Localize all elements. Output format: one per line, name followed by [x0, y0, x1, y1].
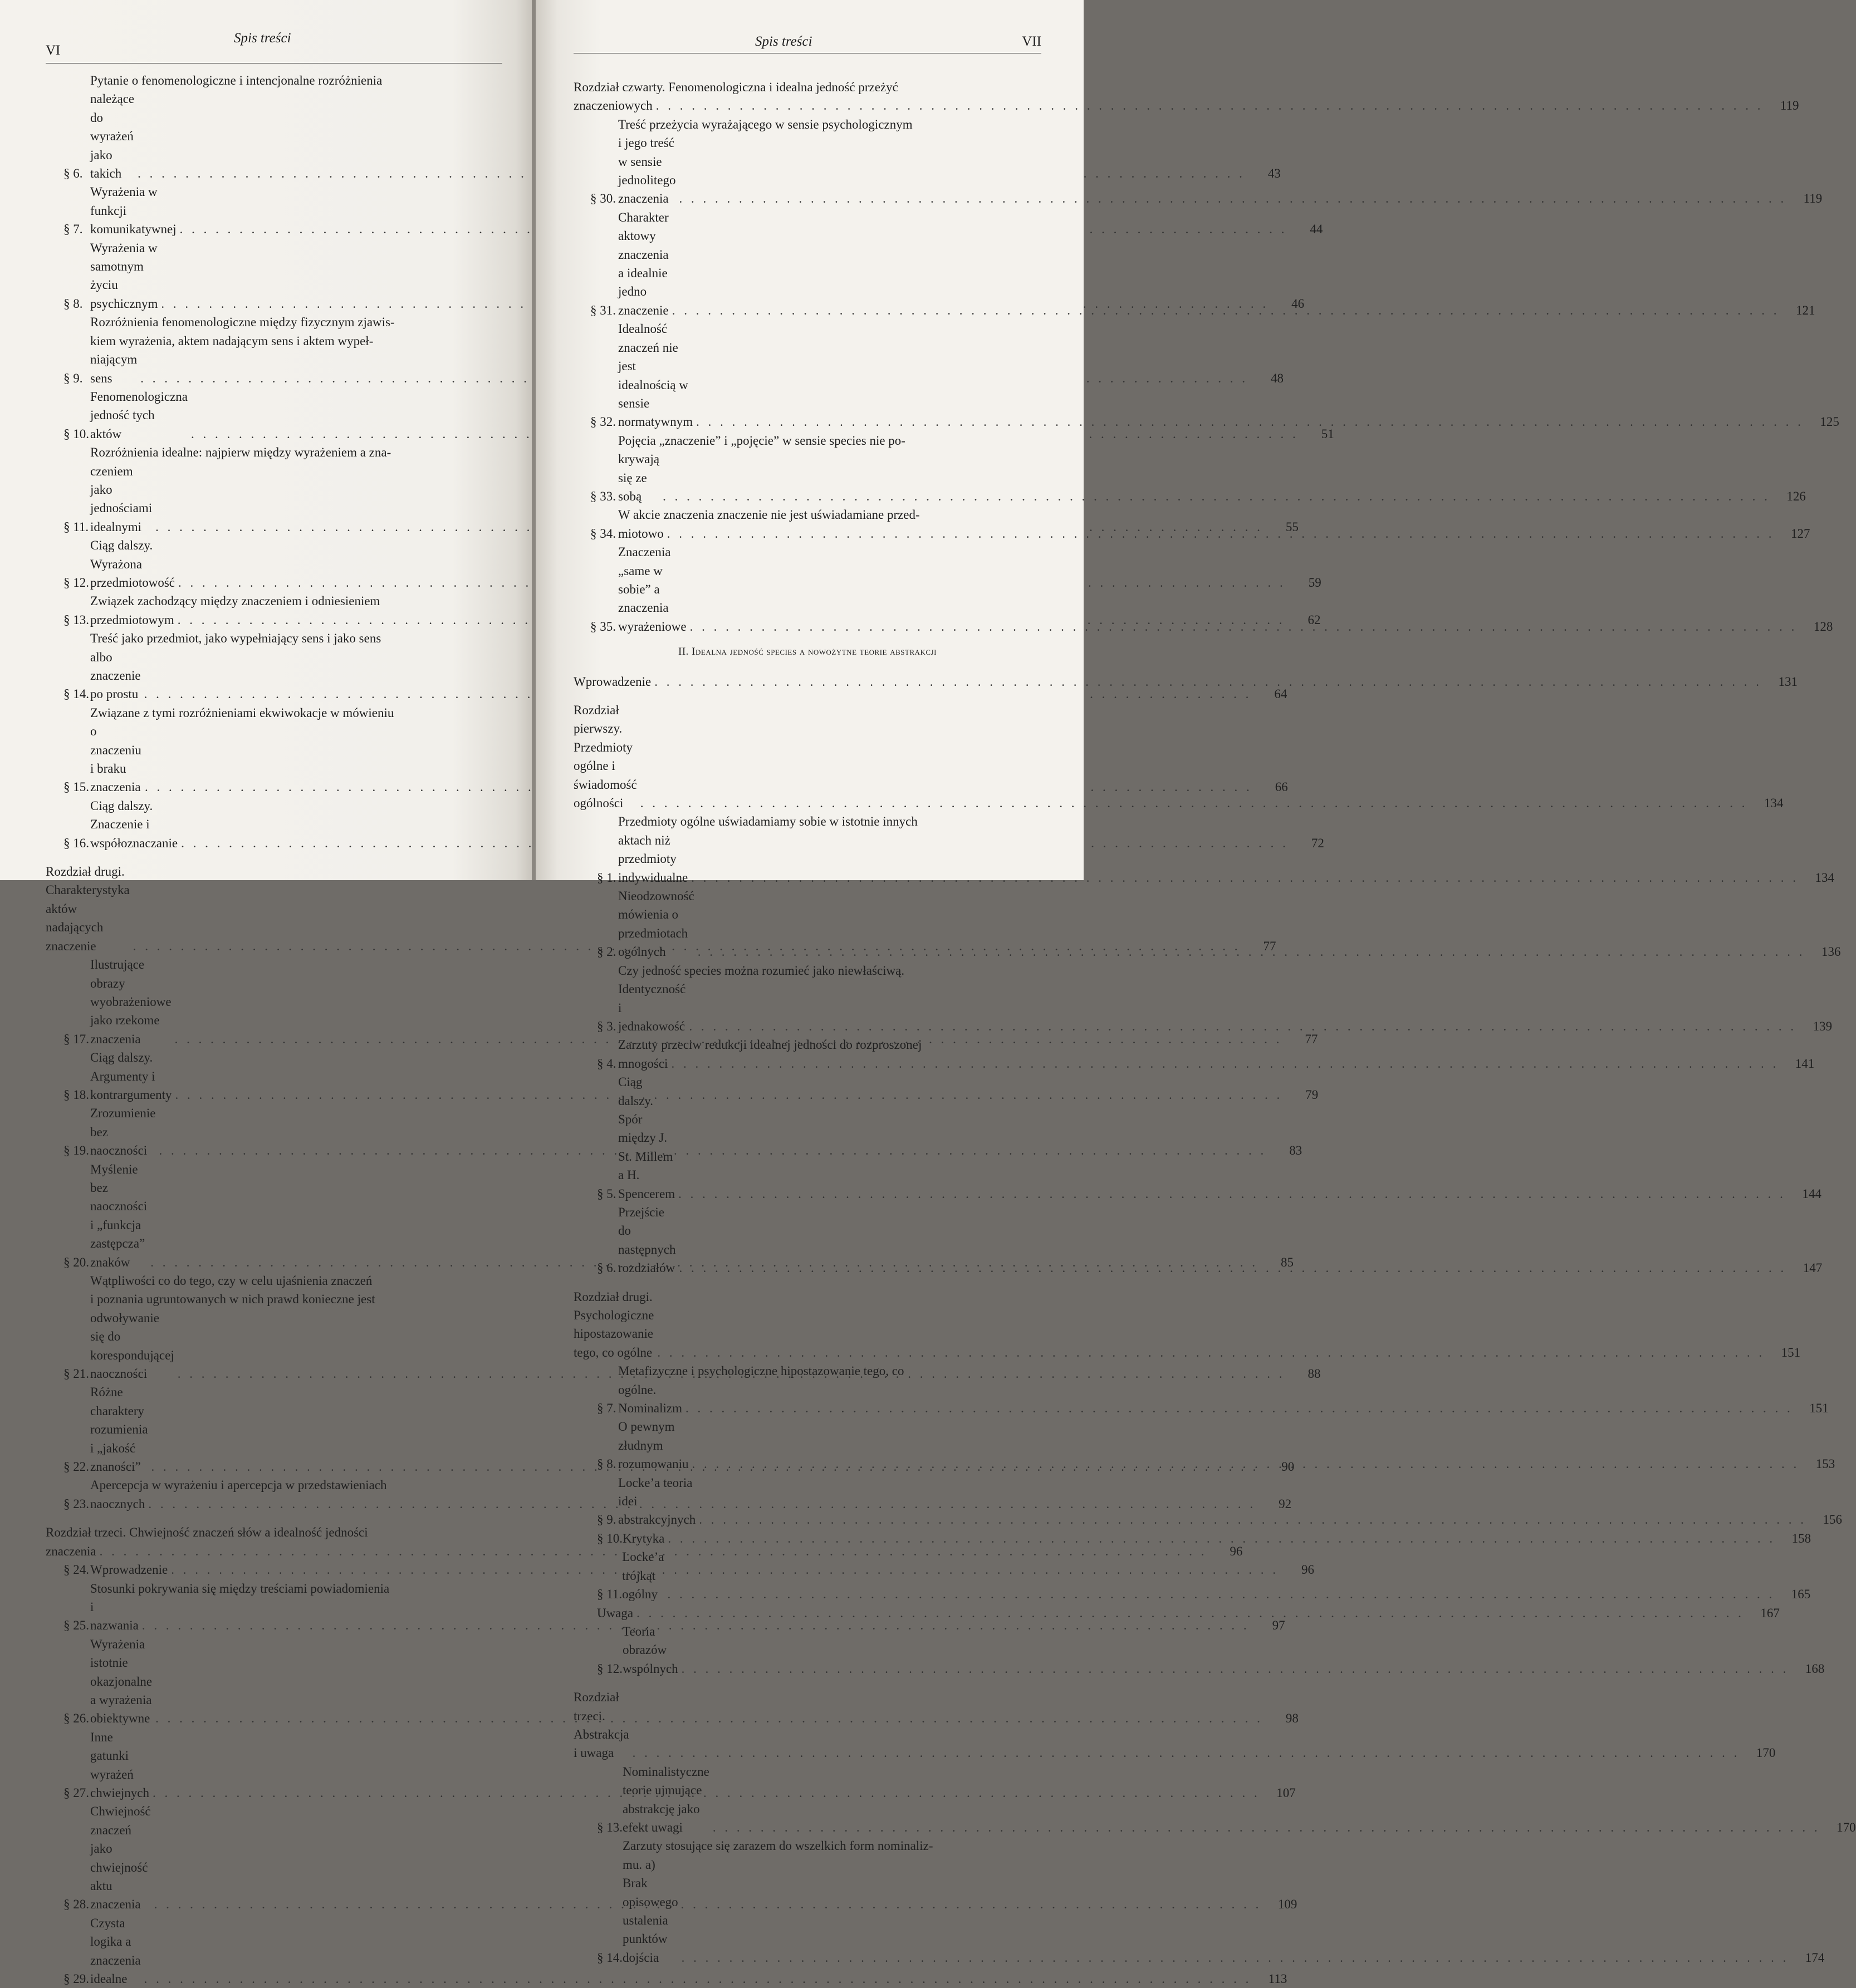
- entry-title: [618, 208, 1782, 320]
- entry-text-line: Fenomenologiczna jedność tych aktów: [90, 389, 188, 441]
- toc-section-entry[interactable]: [46, 1104, 1302, 1160]
- entry-text-line: Wprowadzenie: [574, 674, 652, 689]
- leader-dots: [671, 1054, 1779, 1073]
- section-number: § 9.: [63, 371, 83, 385]
- entry-text-line: ogólne. Nominalizm: [618, 1382, 682, 1416]
- page-reference: 43: [1267, 166, 1281, 181]
- page-reference: 144: [1802, 1186, 1821, 1201]
- entry-text-line: i nazwania: [90, 1599, 139, 1633]
- page-reference: 127: [1791, 526, 1810, 541]
- leader-dots: [699, 1510, 1806, 1529]
- section-number: § 35.: [590, 619, 616, 634]
- page-reference: 98: [1285, 1711, 1299, 1726]
- leader-dots: [698, 943, 1805, 961]
- section-number: § 32.: [590, 415, 616, 429]
- page-reference: 151: [1809, 1401, 1829, 1416]
- entry-text-line: Wprowadzenie: [90, 1563, 168, 1577]
- entry-text-line: Czysta logika a znaczenia idealne: [90, 1916, 141, 1986]
- entry-text-line: i jego treść w sensie jednolitego znaczenia: [618, 136, 676, 206]
- entry-text-line: czeniem jako jednościami idealnymi: [90, 464, 153, 534]
- leader-dots: [713, 1818, 1820, 1837]
- entry-text-line: Rozdział drugi. Psychologiczne hipostazowanie tego, co ogólne: [574, 1289, 654, 1359]
- toc-section-entry[interactable]: [574, 961, 1833, 1036]
- section-gap: [46, 1513, 502, 1523]
- section-number: § 5.: [597, 1186, 616, 1201]
- entry-text-line: Ciąg dalszy. Wyrażona przedmiotowość: [90, 538, 175, 590]
- page-reference: 121: [1795, 303, 1815, 317]
- leader-dots: [640, 794, 1748, 812]
- entry-text-line: Rozdział pierwszy. Przedmioty ogólne i świadomość ogólności: [574, 703, 637, 811]
- entry-text-line: Stosunki pokrywania się między treściami powiadomienia: [90, 1581, 390, 1596]
- right-page-number: VII: [1022, 34, 1041, 49]
- entry-text-line: Ciąg dalszy. Znaczenie i współoznaczanie: [90, 798, 178, 850]
- entry-title: [618, 1203, 1790, 1278]
- entry-text-line: Czy jedność species można rozumieć jako niewłaściwą.: [618, 963, 905, 978]
- entry-title: [622, 1548, 1778, 1603]
- entry-text-line: o znaczeniu i braku znaczenia: [90, 724, 141, 794]
- page-reference: 64: [1274, 687, 1287, 701]
- entry-text-line: należące do wyrażeń jako takich: [90, 92, 135, 181]
- leader-dots: [668, 1529, 1775, 1548]
- entry-text-line: Ciąg dalszy. Spór między J. St. Millem a H. Spencerem: [618, 1075, 675, 1201]
- entry-text-line: O pewnym złudnym rozumowaniu: [618, 1420, 689, 1471]
- entry-text-line: kiem wyrażenia, aktem nadającym sens i aktem wypeł-: [90, 333, 374, 348]
- entry-text-line: i poznania ugruntowanych w nich prawd konieczne jest: [90, 1292, 375, 1307]
- entry-text-line: mu. a) Brak opisowego ustalenia punktów dojścia: [623, 1857, 678, 1965]
- entry-text-line: Idealność znaczeń nie jest idealnością w sensie normatywnym: [618, 322, 693, 429]
- toc-chapter-entry[interactable]: [574, 673, 1798, 691]
- entry-text-line: Zarzuty stosujące się zarazem do wszelkich form nominaliz-: [623, 1839, 933, 1853]
- entry-text-line: miotowo: [618, 526, 664, 541]
- page-reference: 85: [1280, 1255, 1294, 1269]
- entry-text-line: Rozróżnienia fenomenologiczne między fizycznym zjawis-: [90, 315, 395, 330]
- page-reference: 170: [1837, 1820, 1856, 1834]
- page-reference: 79: [1305, 1087, 1319, 1102]
- section-number: § 25.: [63, 1618, 89, 1633]
- page-reference: 158: [1791, 1531, 1811, 1545]
- page-reference: 96: [1230, 1544, 1243, 1558]
- entry-text-line: Związane z tymi rozróżnieniami ekwiwokacje w mówieniu: [90, 705, 394, 720]
- section-number: § 33.: [590, 489, 616, 503]
- leader-dots: [679, 1259, 1786, 1277]
- page-reference: 90: [1281, 1460, 1295, 1474]
- entry-text-line: Wyrażenia w funkcji komunikatywnej: [90, 185, 177, 237]
- entry-title: [618, 115, 1790, 208]
- section-number: § 10.: [63, 426, 89, 441]
- entry-text-line: Krytyka: [623, 1531, 665, 1545]
- part-heading: II. Idealna jedność species a nowożytne teorie abstrakcji: [678, 646, 937, 658]
- page-reference: 62: [1307, 612, 1321, 627]
- entry-title: [618, 1073, 1789, 1203]
- entry-text-line: niającym sens: [90, 352, 138, 385]
- section-number: § 30.: [590, 192, 616, 206]
- section-number: § 1.: [597, 870, 616, 885]
- page-reference: 88: [1307, 1367, 1321, 1381]
- section-number: § 11.: [597, 1587, 623, 1602]
- section-number: § 8.: [63, 296, 83, 311]
- page-reference: 174: [1805, 1950, 1825, 1965]
- entry-text-line: aktach niż przedmioty indywidualne: [618, 833, 688, 885]
- entry-text-line: Rozdział drugi. Charakterystyka aktów nadających znaczenie: [46, 865, 130, 953]
- page-reference: 168: [1805, 1661, 1825, 1676]
- section-number: § 8.: [597, 1457, 616, 1471]
- book-gutter: [532, 0, 536, 880]
- entry-title: [574, 1688, 1743, 1763]
- entry-text-line: Wyrażenia w samotnym życiu psychicznym: [90, 240, 158, 311]
- entry-title: [618, 1417, 1803, 1473]
- entry-text-line: Wyrażenia istotnie okazjonalne a wyrażenia obiektywne: [90, 1637, 153, 1726]
- leader-dots: [685, 1399, 1793, 1417]
- page-reference: 44: [1310, 222, 1323, 237]
- section-number: § 6.: [597, 1261, 616, 1275]
- leader-dots: [690, 617, 1798, 636]
- page-reference: 109: [1277, 1897, 1297, 1912]
- leader-dots: [678, 1185, 1786, 1203]
- page-reference: 107: [1276, 1785, 1296, 1800]
- entry-title: [574, 673, 1765, 691]
- section-number: § 6.: [63, 166, 83, 181]
- entry-title: [574, 701, 1751, 812]
- entry-text-line: znaczenia: [46, 1544, 96, 1558]
- entry-text-line: Metafizyczne i psychologiczne hipostazowanie tego, co: [618, 1364, 904, 1378]
- left-page-header: [46, 31, 502, 64]
- leader-dots: [682, 1948, 1789, 1967]
- page-reference: 147: [1803, 1261, 1823, 1275]
- page-reference: 92: [1279, 1496, 1292, 1511]
- entry-title: [618, 1362, 1796, 1417]
- section-number: § 11.: [63, 519, 89, 534]
- section-number: § 23.: [63, 1496, 89, 1511]
- page-reference: 119: [1803, 192, 1823, 206]
- section-number: § 29.: [63, 1972, 89, 1986]
- entry-text-line: Ciąg dalszy. Argumenty i kontrargumenty: [90, 1051, 172, 1102]
- entry-title: [574, 78, 1767, 115]
- entry-title: [574, 1604, 1747, 1622]
- entry-text-line: przedmiotowym: [90, 612, 174, 627]
- section-number: § 17.: [63, 1032, 89, 1046]
- section-number: § 14.: [63, 687, 89, 701]
- entry-title: [618, 887, 1808, 961]
- entry-text-line: Rozdział czwarty. Fenomenologiczna i idealna jedność przeżyć: [574, 80, 898, 94]
- section-number: § 18.: [63, 1087, 89, 1102]
- page-reference: 46: [1291, 296, 1305, 311]
- entry-title: [618, 1474, 1810, 1529]
- section-number: § 20.: [63, 1255, 89, 1269]
- section-number: § 12.: [63, 575, 89, 590]
- right-page-header: [574, 31, 1041, 64]
- entry-text-line: albo znaczenie po prostu: [90, 650, 141, 701]
- entry-text-line: Chwiejność znaczeń jako chwiejność aktu znaczenia: [90, 1804, 151, 1912]
- entry-title: [618, 961, 1800, 1036]
- page-reference: 72: [1311, 836, 1324, 850]
- page-reference: 165: [1791, 1587, 1811, 1602]
- leader-dots: [633, 1744, 1740, 1762]
- leader-dots: [672, 301, 1780, 320]
- entry-text-line: Rozdział trzeci. Chwiejność znaczeń słów a idealność jedności: [46, 1525, 368, 1540]
- leader-dots: [692, 1455, 1799, 1473]
- leader-dots: [657, 1343, 1765, 1362]
- leader-dots: [656, 96, 1764, 115]
- entry-text-line: Myślenie bez naoczności i „funkcja zastępcza” znaków: [90, 1162, 148, 1269]
- page-reference: 48: [1271, 371, 1284, 385]
- page-reference: 156: [1823, 1513, 1842, 1527]
- section-gap: [574, 1678, 1041, 1688]
- entry-text-line: Locke’a teoria idei abstrakcyjnych: [618, 1475, 696, 1527]
- entry-text-line: Charakter aktowy znaczenia a idealnie jedno znaczenie: [618, 210, 669, 317]
- entry-text-line: Treść przeżycia wyrażającego w sensie psychologicznym: [618, 117, 913, 131]
- section-number: § 14.: [597, 1950, 623, 1965]
- toc-section-entry[interactable]: [46, 1560, 1314, 1579]
- page-reference: 113: [1268, 1972, 1287, 1986]
- section-gap: [574, 1278, 1041, 1288]
- entry-text-line: Przejście do następnych rozdziałów: [618, 1205, 676, 1275]
- page-reference: 131: [1778, 674, 1798, 689]
- section-number: § 12.: [597, 1661, 623, 1676]
- entry-title: [618, 1035, 1782, 1073]
- page-reference: 119: [1780, 99, 1799, 113]
- page-reference: 77: [1263, 939, 1276, 953]
- page-reference: 66: [1275, 780, 1288, 794]
- leader-dots: [144, 1970, 1252, 1988]
- leader-dots: [654, 673, 1762, 691]
- section-number: § 3.: [597, 1019, 616, 1033]
- page-reference: 167: [1760, 1606, 1780, 1620]
- entry-text-line: Nominalistyczne teorie ujmujące abstrakcję jako efekt uwagi: [623, 1764, 709, 1834]
- page-reference: 134: [1764, 796, 1784, 811]
- entry-title: [618, 320, 1807, 431]
- entry-title: [623, 1529, 1779, 1548]
- page-reference: 141: [1795, 1056, 1815, 1071]
- section-number: § 22.: [63, 1460, 89, 1474]
- entry-title: [574, 1288, 1768, 1362]
- leader-dots: [679, 189, 1786, 208]
- entry-title: [618, 543, 1800, 636]
- section-number: § 19.: [63, 1143, 89, 1158]
- section-number: § 4.: [597, 1056, 616, 1071]
- entry-text-line: Inne gatunki wyrażeń chwiejnych: [90, 1730, 150, 1800]
- page-reference: 136: [1821, 945, 1841, 959]
- section-number: § 28.: [63, 1897, 89, 1912]
- section-number: § 13.: [597, 1820, 623, 1834]
- entry-text-line: znaczeniowych: [574, 99, 653, 113]
- section-number: § 7.: [597, 1401, 616, 1416]
- page-reference: 153: [1815, 1457, 1835, 1471]
- leader-dots: [696, 413, 1804, 431]
- leader-dots: [682, 1660, 1789, 1678]
- entry-text-line: Identyczność i jednakowość: [618, 982, 686, 1033]
- entry-text-line: Zrozumienie bez naoczności: [90, 1106, 156, 1158]
- page-reference: 59: [1308, 575, 1321, 590]
- page-reference: 128: [1813, 619, 1833, 634]
- toc-chapter-entry[interactable]: [574, 1288, 1801, 1362]
- entry-text-line: Pytanie o fenomenologiczne i intencjonalne rozróżnienia: [90, 73, 383, 87]
- page-reference: 139: [1813, 1019, 1833, 1033]
- right-running-title: Spis treści: [755, 34, 812, 49]
- section-number: § 27.: [63, 1785, 89, 1800]
- toc-chapter-entry[interactable]: [574, 78, 1799, 115]
- entry-text-line: odwoływanie się do korespondującej naoczności: [90, 1310, 174, 1381]
- entry-text-line: krywają się ze sobą: [618, 452, 660, 503]
- page-reference: 125: [1820, 415, 1839, 429]
- page-reference: 51: [1321, 426, 1334, 441]
- leader-dots: [667, 524, 1775, 543]
- entry-title: [623, 1763, 1824, 1837]
- entry-text-line: Wątpliwości co do tego, czy w celu ujaśnienia znaczeń: [90, 1274, 373, 1288]
- section-number: § 10.: [597, 1531, 623, 1545]
- page-reference: 126: [1786, 489, 1806, 503]
- entry-text-line: Pojęcia „znaczenie” i „pojęcie” w sensie species nie po-: [618, 433, 905, 448]
- section-number: § 34.: [590, 526, 616, 541]
- entry-text-line: Uwaga: [597, 1606, 634, 1620]
- page-reference: 77: [1305, 1032, 1318, 1046]
- page-reference: 134: [1815, 870, 1834, 885]
- leader-dots: [689, 1017, 1796, 1035]
- section-number: § 24.: [63, 1563, 89, 1577]
- entry-text-line: Locke’a trójkąt ogólny: [622, 1550, 664, 1602]
- section-number: § 13.: [63, 612, 89, 627]
- entry-text-line: Znaczenia „same w sobie” a znaczenia wyrażeniowe: [618, 545, 687, 634]
- entry-text-line: Treść jako przedmiot, jako wypełniający sens i jako sens: [90, 631, 381, 646]
- entry-text-line: Związek zachodzący między znaczeniem i odniesieniem: [90, 594, 380, 608]
- page-reference: 151: [1781, 1345, 1801, 1359]
- entry-text-line: Zarzuty przeciw redukcji idealnej jedności do rozproszonej: [618, 1038, 922, 1052]
- section-number: § 7.: [63, 222, 83, 237]
- page-reference: 83: [1289, 1143, 1302, 1158]
- toc-section-entry[interactable]: [574, 1529, 1811, 1548]
- left-running-title: Spis treści: [234, 31, 291, 46]
- entry-text-line: Rozdział trzeci. Abstrakcja i uwaga: [574, 1690, 629, 1760]
- entry-text-line: Nieodzowność mówienia o przedmiotach ogólnych: [618, 889, 694, 959]
- entry-text-line: Rozróżnienia idealne: najpierw między wyrażeniem a zna-: [90, 445, 391, 460]
- entry-title: [618, 431, 1774, 506]
- section-number: § 31.: [590, 303, 616, 317]
- entry-text-line: Ilustrujące obrazy wyobrażeniowe jako rzekome znaczenia: [90, 958, 172, 1046]
- toc-note-entry[interactable]: [574, 1604, 1780, 1622]
- page-reference: 96: [1301, 1563, 1314, 1577]
- section-number: § 15.: [63, 780, 89, 794]
- section-number: § 2.: [597, 945, 616, 959]
- section-number: § 9.: [597, 1513, 616, 1527]
- entry-text-line: mnogości: [618, 1056, 668, 1071]
- page-reference: 55: [1285, 519, 1299, 534]
- entry-title: [618, 812, 1802, 887]
- entry-text-line: Apercepcja w wyrażeniu i apercepcja w przedstawieniach: [90, 1478, 387, 1493]
- page-reference: 97: [1272, 1618, 1285, 1633]
- section-gap: [574, 691, 1041, 701]
- entry-text-line: Przedmioty ogólne uświadamiamy sobie w istotnie innych: [618, 814, 918, 829]
- entry-text-line: Różne charaktery rozumienia i „jakość znaności”: [90, 1385, 148, 1474]
- entry-text-line: Teoria obrazów wspólnych: [623, 1624, 678, 1676]
- section-number: § 16.: [63, 836, 89, 850]
- entry-title: [623, 1837, 1792, 1967]
- page-reference: 170: [1756, 1746, 1776, 1760]
- section-number: § 26.: [63, 1711, 89, 1726]
- section-gap: [46, 852, 502, 862]
- leader-dots: [636, 1604, 1744, 1622]
- leader-dots: [663, 487, 1770, 505]
- entry-title: [623, 1622, 1792, 1678]
- leader-dots: [691, 868, 1799, 887]
- entry-text-line: naocznych: [90, 1496, 145, 1511]
- leader-dots: [668, 1585, 1775, 1603]
- entry-title: [618, 505, 1778, 543]
- left-page-number: VI: [46, 43, 61, 58]
- entry-text-line: W akcie znaczenia znaczenie nie jest uświadamiane przed-: [618, 508, 920, 522]
- section-number: § 21.: [63, 1367, 89, 1381]
